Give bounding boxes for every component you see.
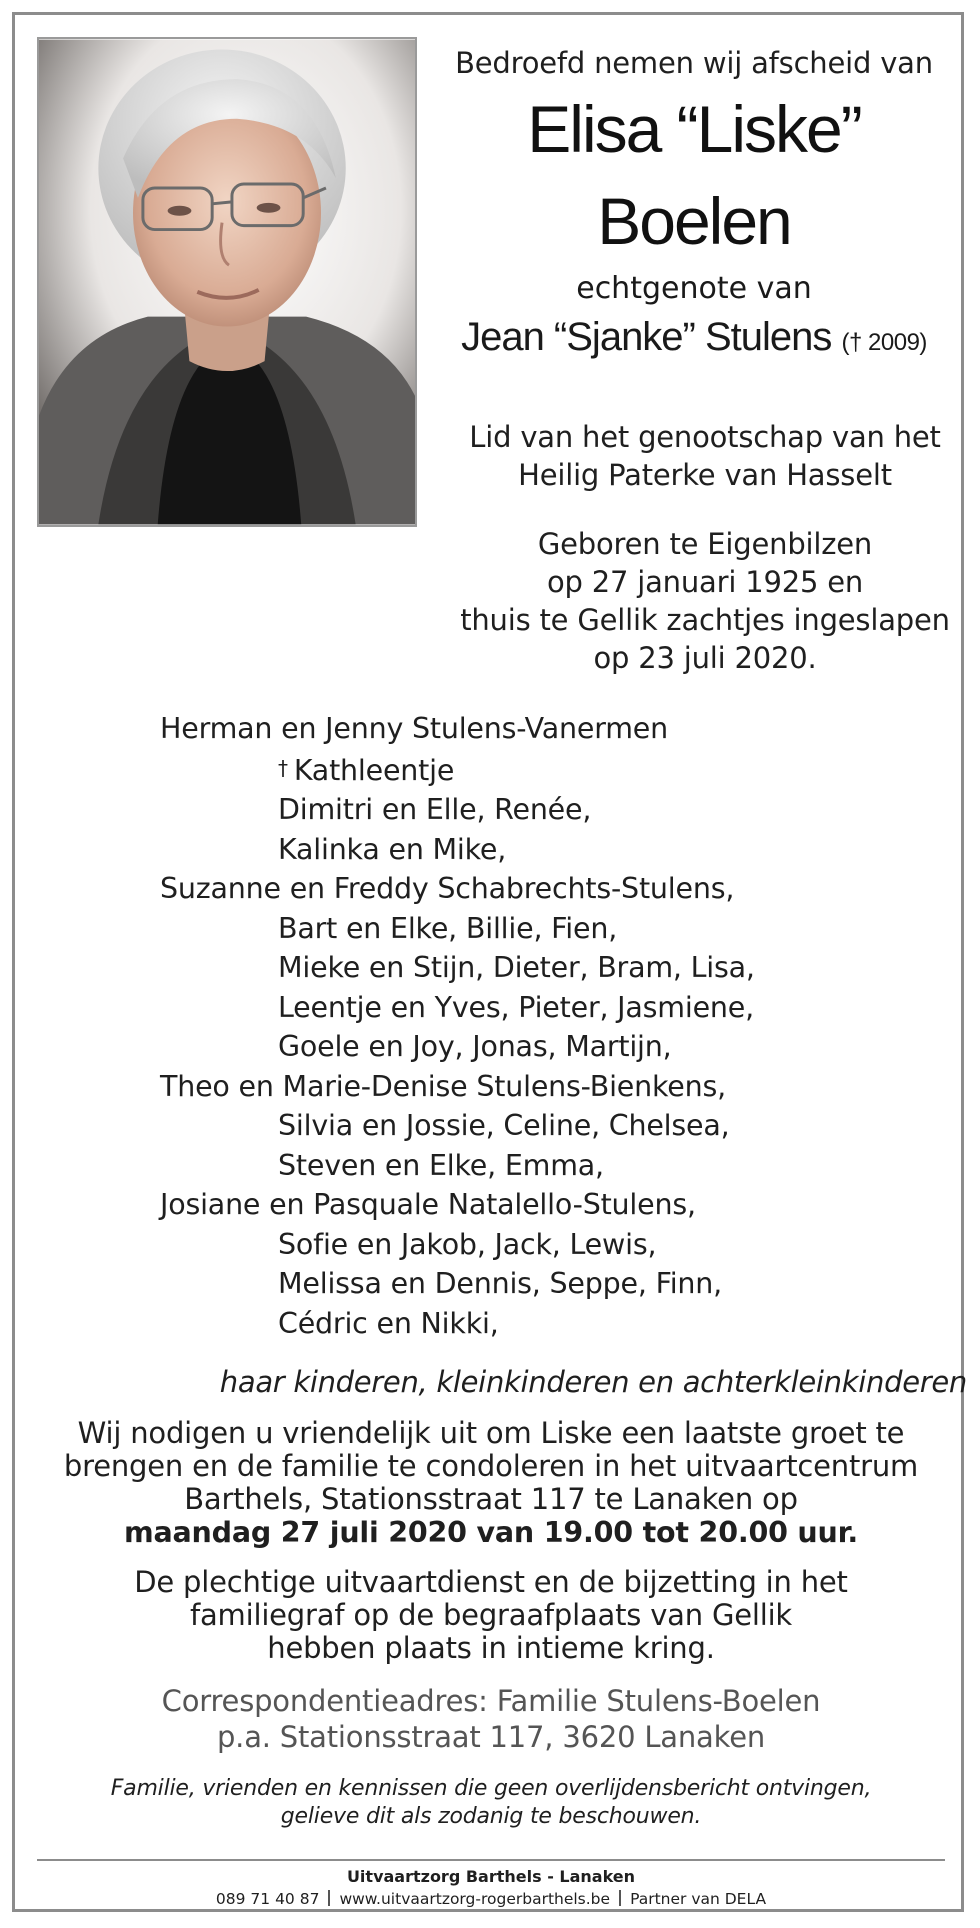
family-grandchild: Dimitri en Elle, Renée,	[278, 793, 592, 826]
spouse-label: echtgenote van	[576, 271, 812, 306]
family-grandchild: Melissa en Dennis, Seppe, Finn,	[278, 1267, 723, 1300]
disclaimer-text	[45, 1775, 937, 1831]
family-grandchild: Kalinka en Mike,	[278, 832, 507, 866]
service-text	[45, 1566, 937, 1665]
family-grandchild: Mieke en Stijn, Dieter, Bram, Lisa,	[278, 951, 755, 984]
invitation-text	[45, 1417, 937, 1549]
birth-text	[445, 525, 965, 677]
service-line: familiegraf op de begraafplaats van Gellik	[189, 1598, 793, 1632]
address-line: p.a. Stationsstraat 117, 3620 Lanaken	[216, 1720, 766, 1754]
header	[435, 43, 953, 371]
birth-line: Geboren te Eigenbilzen	[537, 527, 873, 561]
footer	[37, 1867, 945, 1911]
spouse-line	[435, 309, 953, 371]
birth-line: op 27 januari 1925 en	[546, 565, 864, 599]
invitation-line: brengen en de familie te condoleren in het uitvaartcentrum	[63, 1449, 919, 1483]
birth-line: thuis te Gellik zachtjes ingeslapen	[460, 603, 950, 637]
disclaimer-line: gelieve dit als zodanig te beschouwen.	[280, 1804, 702, 1829]
website-link[interactable]: www.uitvaartzorg-rogerbarthels.be	[339, 1890, 611, 1908]
family-grandchild: Steven en Elke, Emma,	[278, 1148, 604, 1182]
cross-icon: †	[278, 755, 288, 780]
invitation-line: Wij nodigen u vriendelijk uit om Liske een laatste groet te	[77, 1416, 905, 1450]
membership-text	[455, 418, 955, 494]
family-grandchild: Sofie en Jakob, Jack, Lewis,	[278, 1227, 657, 1261]
family-child: Theo en Marie-Denise Stulens-Bienkens,	[160, 1069, 726, 1103]
portrait-illustration	[39, 39, 415, 525]
family-grandchild	[160, 749, 940, 791]
family-list	[160, 709, 940, 1343]
family-grandchild-name: Kathleentje	[293, 753, 455, 787]
footer-contact	[37, 1887, 945, 1911]
invitation-line: Barthels, Stationsstraat 117 te Lanaken op	[184, 1482, 798, 1516]
disclaimer-line: Familie, vrienden en kennissen die geen overlijdensbericht ontvingen,	[110, 1776, 872, 1801]
obituary-card	[12, 12, 967, 1912]
family-child: Josiane en Pasquale Natalello-Stulens,	[160, 1188, 696, 1221]
footer-divider	[37, 1859, 945, 1861]
spouse-death-year: († 2009)	[841, 329, 927, 356]
phone-number: 089 71 40 87	[215, 1890, 320, 1908]
separator	[328, 1890, 330, 1906]
membership-line: Lid van het genootschap van het	[469, 420, 941, 454]
service-line: De plechtige uitvaartdienst en de bijzetting in het	[134, 1565, 848, 1599]
deceased-name-last: Boelen	[597, 184, 791, 258]
family-child: Suzanne en Freddy Schabrechts-Stulens,	[160, 872, 735, 905]
address-line: Correspondentieadres: Familie Stulens-Boelen	[161, 1684, 821, 1718]
birth-line: op 23 juli 2020.	[593, 641, 817, 675]
deceased-name-first: Elisa “Liske”	[527, 92, 861, 166]
funeral-home-name: Uitvaartzorg Barthels - Lanaken	[346, 1867, 636, 1886]
family-relation: haar kinderen, kleinkinderen en achterkleinkinderen	[219, 1365, 967, 1399]
family-grandchild: Goele en Joy, Jonas, Martijn,	[278, 1030, 672, 1063]
correspondence-address	[45, 1683, 937, 1755]
family-child: Herman en Jenny Stulens-Vanermen	[160, 712, 669, 745]
family-grandchild: Leentje en Yves, Pieter, Jasmiene,	[278, 990, 754, 1024]
intro-text: Bedroefd nemen wij afscheid van	[455, 46, 933, 80]
family-grandchild: Bart en Elke, Billie, Fien,	[278, 911, 618, 945]
partner-text: Partner van DELA	[630, 1890, 767, 1908]
spouse-name: Jean “Sjanke” Stulens	[461, 315, 832, 359]
service-line: hebben plaats in intieme kring.	[267, 1631, 715, 1665]
portrait-photo	[37, 37, 417, 527]
membership-line: Heilig Paterke van Hasselt	[518, 458, 892, 492]
family-grandchild: Silvia en Jossie, Celine, Chelsea,	[278, 1109, 730, 1142]
separator	[619, 1890, 621, 1906]
family-grandchild: Cédric en Nikki,	[278, 1306, 499, 1340]
visitation-datetime: maandag 27 juli 2020 van 19.00 tot 20.00 uur.	[123, 1516, 859, 1549]
